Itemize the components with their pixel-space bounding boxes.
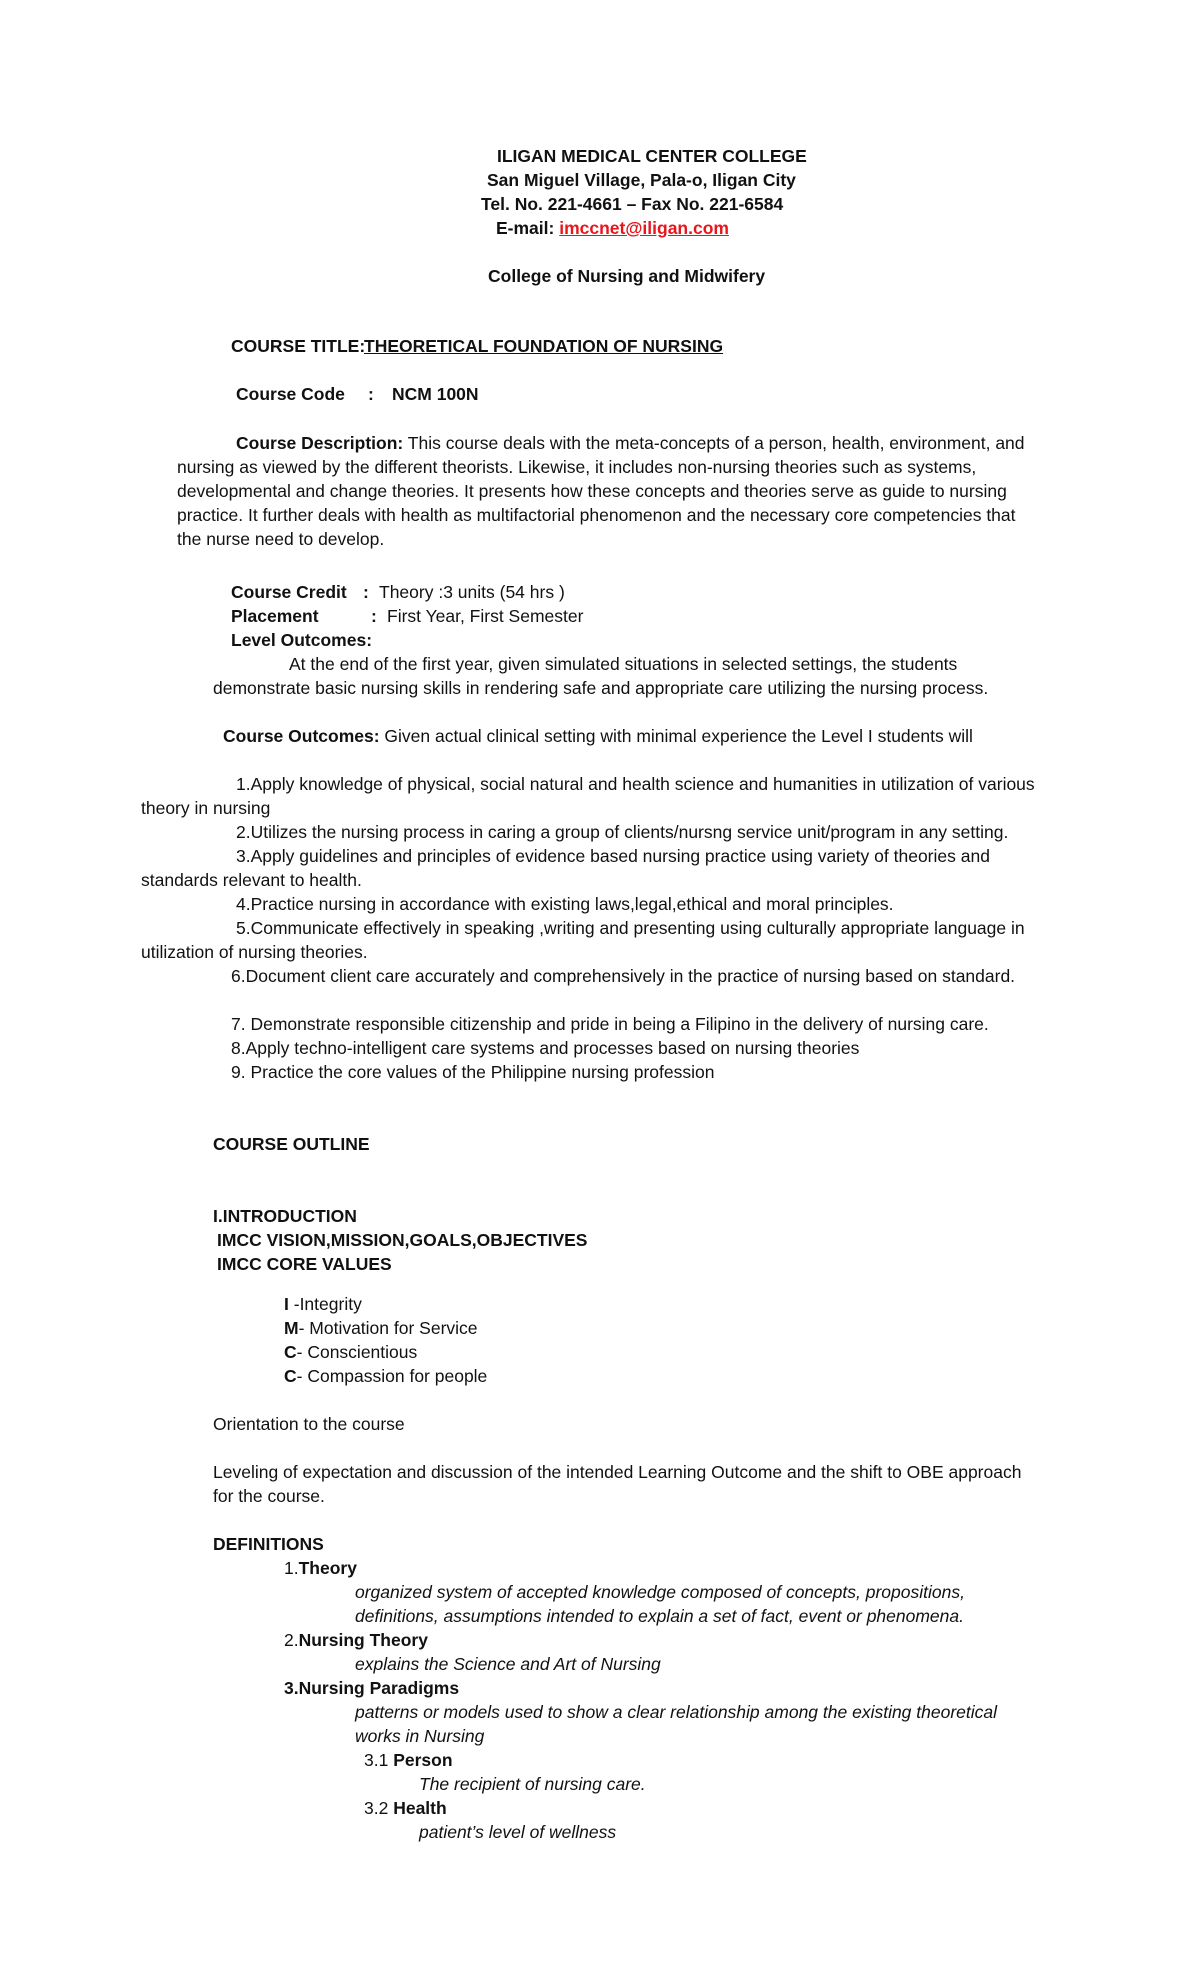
outcome-1a: 1.Apply knowledge of physical, social natural and health science and humanities in utilization of various xyxy=(236,774,1035,794)
definitions-heading: DEFINITIONS xyxy=(213,1534,324,1554)
introduction-heading: I.INTRODUCTION xyxy=(213,1206,357,1226)
course-credit-colon: : xyxy=(363,582,369,602)
leveling-line2: for the course. xyxy=(213,1486,325,1506)
course-outline-heading: COURSE OUTLINE xyxy=(213,1134,370,1154)
definition-term: Person xyxy=(393,1750,453,1770)
core-value-motivation xyxy=(284,1316,478,1340)
core-value-letter: M xyxy=(284,1318,299,1338)
outcome-1b: theory in nursing xyxy=(141,798,271,818)
course-description-line2: nursing as viewed by the different theorists. Likewise, it includes non-nursing theories such as systems, xyxy=(177,457,977,477)
definition-term: Theory xyxy=(298,1558,357,1578)
vmgo-heading: IMCC VISION,MISSION,GOALS,OBJECTIVES xyxy=(217,1230,588,1250)
email-link[interactable]: imccnet@iligan.com xyxy=(559,218,729,238)
definition-3-2-text: patient’s level of wellness xyxy=(419,1822,617,1842)
definition-number: 3.2 xyxy=(364,1798,394,1818)
outcome-7: 7. Demonstrate responsible citizenship and pride in being a Filipino in the delivery of nursing care. xyxy=(231,1014,989,1034)
definition-number: 1. xyxy=(284,1558,299,1578)
outcome-9: 9. Practice the core values of the Philippine nursing profession xyxy=(231,1062,715,1082)
definition-term: Nursing Paradigms xyxy=(298,1678,460,1698)
course-description-line5: the nurse need to develop. xyxy=(177,529,385,549)
outcome-4: 4.Practice nursing in accordance with existing laws,legal,ethical and moral principles. xyxy=(236,894,894,914)
course-description-line3: developmental and change theories. It presents how these concepts and theories serve as guide to nursing xyxy=(177,481,1007,501)
definition-2-term xyxy=(284,1628,428,1652)
outcome-8: 8.Apply techno-intelligent care systems and processes based on nursing theories xyxy=(231,1038,860,1058)
level-outcomes-label: Level Outcomes: xyxy=(231,630,373,650)
course-outcomes-intro: Given actual clinical setting with minimal experience the Level I students will xyxy=(379,726,973,746)
outcome-3b: standards relevant to health. xyxy=(141,870,362,890)
college-email-line xyxy=(496,216,729,240)
definition-3-1-text: The recipient of nursing care. xyxy=(419,1774,646,1794)
definition-term: Health xyxy=(393,1798,447,1818)
core-value-letter: C xyxy=(284,1342,297,1362)
outcome-2: 2.Utilizes the nursing process in caring a group of clients/nursng service unit/program in any setting. xyxy=(236,822,1009,842)
course-description-text: This course deals with the meta-concepts of a person, health, environment, and xyxy=(403,433,1025,453)
course-code-colon: : xyxy=(368,384,374,404)
course-description-line1 xyxy=(236,431,1025,455)
level-outcomes-line2: demonstrate basic nursing skills in rendering safe and appropriate care utilizing the nursing process. xyxy=(213,678,989,698)
definition-term: Nursing Theory xyxy=(298,1630,428,1650)
course-code-label: Course Code xyxy=(236,384,345,404)
core-value-text: - Motivation for Service xyxy=(298,1318,478,1338)
definition-3-text-a: patterns or models used to show a clear relationship among the existing theoretical xyxy=(355,1702,998,1722)
core-value-compassion xyxy=(284,1364,487,1388)
leveling-line1: Leveling of expectation and discussion of the intended Learning Outcome and the shift to OBE approach xyxy=(213,1462,1022,1482)
outcome-5b: utilization of nursing theories. xyxy=(141,942,368,962)
definition-number: 2. xyxy=(284,1630,299,1650)
course-credit-label: Course Credit xyxy=(231,582,347,602)
outcome-3a: 3.Apply guidelines and principles of evidence based nursing practice using variety of theories and xyxy=(236,846,990,866)
core-value-letter: C xyxy=(284,1366,297,1386)
level-outcomes-line1: At the end of the first year, given simulated situations in selected settings, the students xyxy=(289,654,958,674)
core-value-text: -Integrity xyxy=(288,1294,362,1314)
core-value-conscientious xyxy=(284,1340,417,1364)
definition-1-text-b: definitions, assumptions intended to explain a set of fact, event or phenomena. xyxy=(355,1606,964,1626)
orientation-text: Orientation to the course xyxy=(213,1414,405,1434)
definition-number: 3.1 xyxy=(364,1750,394,1770)
definition-1-term xyxy=(284,1556,357,1580)
college-name: ILIGAN MEDICAL CENTER COLLEGE xyxy=(497,146,807,166)
college-phone: Tel. No. 221-4661 – Fax No. 221-6584 xyxy=(481,194,784,214)
definition-2-text: explains the Science and Art of Nursing xyxy=(355,1654,661,1674)
definition-3-text-b: works in Nursing xyxy=(355,1726,485,1746)
core-value-integrity xyxy=(284,1292,362,1316)
definition-1-text-a: organized system of accepted knowledge composed of concepts, propositions, xyxy=(355,1582,965,1602)
course-title-label: COURSE TITLE: xyxy=(231,336,366,356)
definition-3-1-term xyxy=(364,1748,453,1772)
course-description-line4: practice. It further deals with health as multifactorial phenomenon and the necessary core competencies that xyxy=(177,505,1016,525)
email-label: E-mail: xyxy=(496,218,560,238)
outcome-5a: 5.Communicate effectively in speaking ,writing and presenting using culturally appropriate language in xyxy=(236,918,1025,938)
core-values-heading: IMCC CORE VALUES xyxy=(217,1254,392,1274)
outcome-6: 6.Document client care accurately and comprehensively in the practice of nursing based on standard. xyxy=(231,966,1016,986)
placement-colon: : xyxy=(371,606,377,626)
placement-label: Placement xyxy=(231,606,319,626)
department-name: College of Nursing and Midwifery xyxy=(488,266,766,286)
placement: First Year, First Semester xyxy=(387,606,584,626)
course-outcomes-label: Course Outcomes: xyxy=(223,726,380,746)
core-value-text: - Compassion for people xyxy=(296,1366,488,1386)
course-code: NCM 100N xyxy=(392,384,479,404)
definition-number: 3. xyxy=(284,1678,299,1698)
core-value-letter: I xyxy=(284,1294,289,1314)
college-address: San Miguel Village, Pala-o, Iligan City xyxy=(487,170,796,190)
definition-3-term xyxy=(284,1676,459,1700)
course-outcomes-line xyxy=(223,724,973,748)
core-value-text: - Conscientious xyxy=(296,1342,418,1362)
course-description-label: Course Description: xyxy=(236,433,404,453)
definition-3-2-term xyxy=(364,1796,447,1820)
course-title: THEORETICAL FOUNDATION OF NURSING xyxy=(364,336,724,356)
course-credit: Theory :3 units (54 hrs ) xyxy=(379,582,565,602)
